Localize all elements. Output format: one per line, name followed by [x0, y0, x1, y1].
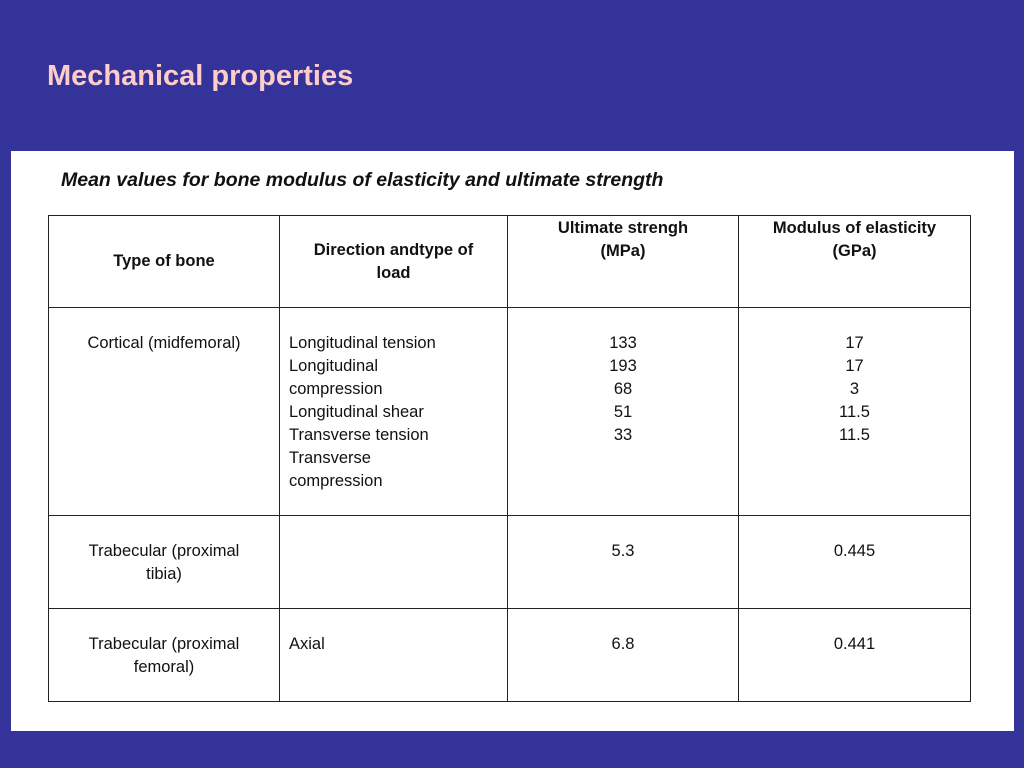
modulus-value: 11.5 [839, 426, 870, 444]
direction-item: compression [289, 472, 383, 490]
header-direction-line1: Direction andtype of [313, 240, 474, 259]
table-row [49, 516, 971, 609]
strength-value: 6.8 [611, 635, 635, 653]
modulus-value: 17 [845, 357, 864, 375]
slide-title: Mechanical properties [47, 60, 354, 92]
direction-item: Longitudinal shear [289, 403, 424, 421]
header-strength-line1: Ultimate strengh [557, 219, 689, 237]
direction-item: Longitudinal [289, 357, 378, 375]
table-caption: Mean values for bone modulus of elasticity and ultimate strength [61, 169, 664, 191]
cell-direction [280, 609, 508, 702]
cell-bone-type [49, 516, 280, 609]
cell-direction [280, 308, 508, 516]
cell-strength [508, 308, 739, 516]
direction-item: compression [289, 380, 383, 398]
cell-modulus [739, 308, 971, 516]
header-direction [280, 216, 508, 308]
direction-item: Longitudinal tension [289, 334, 436, 352]
bone-type-line1: Trabecular (proximal [88, 635, 240, 653]
header-type-label: Type of bone [113, 252, 215, 270]
modulus-value: 0.441 [833, 635, 876, 653]
modulus-value: 0.445 [833, 542, 876, 560]
modulus-value: 17 [845, 334, 864, 352]
bone-type-label: Cortical (midfemoral) [87, 334, 241, 352]
direction-item: Transverse tension [289, 426, 429, 444]
bone-properties-table [48, 215, 971, 702]
direction-item: Axial [289, 635, 325, 653]
strength-value: 133 [609, 334, 637, 352]
table-row [49, 308, 971, 516]
strength-value: 5.3 [611, 542, 635, 560]
table-header-row [49, 216, 971, 308]
header-modulus-line2: (GPa) [832, 242, 877, 260]
bone-type-line1: Trabecular (proximal [88, 542, 240, 560]
content-panel [11, 151, 1014, 731]
modulus-value: 3 [849, 380, 860, 398]
cell-direction [280, 516, 508, 609]
header-strength-line2: (MPa) [600, 242, 646, 260]
header-modulus-line1: Modulus of elasticity [772, 219, 937, 237]
strength-value: 68 [613, 380, 633, 398]
header-type-of-bone [49, 216, 280, 308]
strength-value: 193 [609, 357, 637, 375]
header-ultimate-strength [508, 216, 739, 308]
bone-type-line2: tibia) [146, 565, 182, 583]
cell-modulus [739, 609, 971, 702]
cell-modulus [739, 516, 971, 609]
table-row [49, 609, 971, 702]
strength-value: 33 [613, 426, 633, 444]
modulus-value: 11.5 [839, 403, 870, 421]
strength-value: 51 [613, 403, 633, 421]
bone-type-line2: femoral) [133, 658, 195, 676]
cell-strength [508, 609, 739, 702]
direction-item: Transverse [289, 449, 371, 467]
header-direction-line2: load [376, 263, 411, 282]
header-modulus [739, 216, 971, 308]
cell-strength [508, 516, 739, 609]
cell-bone-type [49, 308, 280, 516]
cell-bone-type [49, 609, 280, 702]
